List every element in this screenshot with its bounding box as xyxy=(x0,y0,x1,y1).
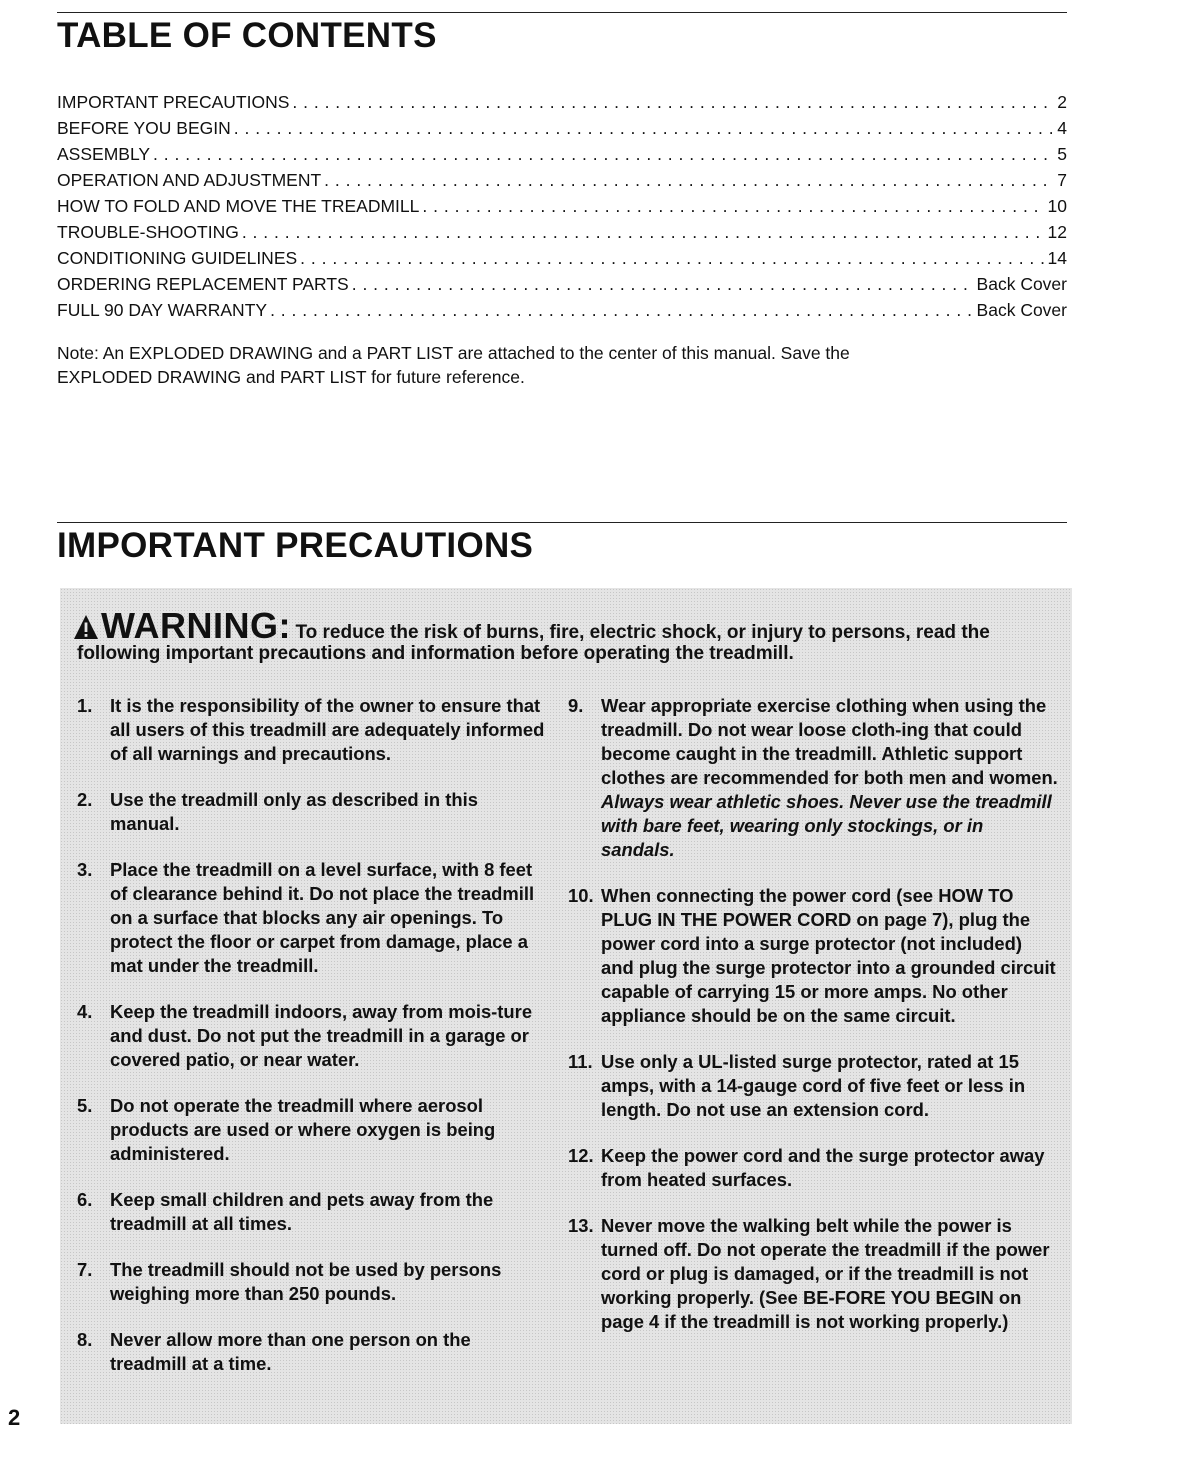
toc-entry[interactable] xyxy=(57,89,1067,115)
warning-triangle-icon xyxy=(73,614,99,640)
section-rule xyxy=(57,522,1067,523)
toc-entry-title: FULL 90 DAY WARRANTY xyxy=(57,300,268,320)
precaution-item xyxy=(77,788,547,836)
precaution-number: 7. xyxy=(77,1259,93,1280)
precaution-number: 10. xyxy=(568,885,594,906)
warning-intro-continued: following important precautions and information before operating the treadmill. xyxy=(77,643,794,664)
precaution-number: 1. xyxy=(77,695,93,716)
toc-entry-page: 2 xyxy=(1057,92,1067,112)
top-rule xyxy=(57,12,1067,13)
toc-dot-leader xyxy=(300,245,1044,271)
toc-entry-title: ORDERING REPLACEMENT PARTS xyxy=(57,274,349,294)
toc-entry[interactable] xyxy=(57,193,1067,219)
precaution-number: 6. xyxy=(77,1189,93,1210)
precaution-text-plain: Wear appropriate exercise clothing when using the treadmill. Do not wear loose cloth-ing that could become caught in the treadmill. Athletic support clothes are recommended for both men and women. xyxy=(601,695,1058,788)
toc-entry-title: TROUBLE-SHOOTING xyxy=(57,222,239,242)
toc-entry[interactable] xyxy=(57,271,1067,297)
toc-dot-leader xyxy=(242,219,1045,245)
toc-entry-page: 14 xyxy=(1047,248,1067,268)
precaution-text: Keep the treadmill indoors, away from mois-ture and dust. Do not put the treadmill in a garage or covered patio, or near water. xyxy=(110,1001,533,1070)
toc-entry-title: OPERATION AND ADJUSTMENT xyxy=(57,170,322,190)
precaution-item xyxy=(77,1188,547,1236)
precaution-item xyxy=(77,1094,547,1166)
page-number: 2 xyxy=(8,1405,21,1430)
toc-note-line: EXPLODED DRAWING and PART LIST for future reference. xyxy=(57,367,525,387)
precaution-number: 4. xyxy=(77,1001,93,1022)
precaution-item xyxy=(77,1328,547,1376)
toc-entry-page: 7 xyxy=(1057,170,1067,190)
precautions-right-column xyxy=(568,694,1058,1334)
precaution-text-emphasis: Always wear athletic shoes. Never use the treadmill with bare feet, wearing only stockings, or in sandals. xyxy=(601,791,1052,860)
toc-entry-page: 5 xyxy=(1057,144,1067,164)
precaution-text: Keep the power cord and the surge protector away from heated surfaces. xyxy=(601,1145,1045,1190)
toc-entry[interactable] xyxy=(57,297,1067,323)
precaution-text: Place the treadmill on a level surface, with 8 feet of clearance behind it. Do not place the treadmill on a surface that blocks any air openings. To protect the floor or carpet from damage, place a mat under the treadmill. xyxy=(110,859,535,976)
toc-entry-title: BEFORE YOU BEGIN xyxy=(57,118,231,138)
toc-entry-page: 10 xyxy=(1047,196,1067,216)
toc-entry-title: IMPORTANT PRECAUTIONS xyxy=(57,92,290,112)
precaution-item xyxy=(77,858,547,978)
precaution-text: When connecting the power cord (see HOW TO PLUG IN THE POWER CORD on page 7), plug the power cord into a surge protector (not included) and plug the surge protector into a grounded circuit capable of carrying 15 or more amps. No other appliance should be on the same circuit. xyxy=(601,885,1056,1026)
toc-list xyxy=(57,89,1067,323)
precaution-item xyxy=(77,1000,547,1072)
toc-entry[interactable] xyxy=(57,167,1067,193)
precaution-item xyxy=(568,694,1058,862)
precaution-number: 11. xyxy=(568,1051,593,1072)
toc-entry[interactable] xyxy=(57,219,1067,245)
precaution-number: 3. xyxy=(77,859,93,880)
precaution-number: 5. xyxy=(77,1095,93,1116)
precaution-number: 13. xyxy=(568,1215,594,1236)
warning-header xyxy=(73,605,990,647)
warning-intro: To reduce the risk of burns, fire, electric shock, or injury to persons, read the xyxy=(295,622,990,643)
precautions-heading: IMPORTANT PRECAUTIONS xyxy=(57,526,534,565)
toc-dot-leader xyxy=(153,141,1054,167)
toc-entry-page: 4 xyxy=(1057,118,1067,138)
precaution-text: Never allow more than one person on the treadmill at a time. xyxy=(110,1329,471,1374)
precaution-item xyxy=(77,694,547,766)
toc-dot-leader xyxy=(270,297,973,323)
toc-entry-page: 12 xyxy=(1047,222,1067,242)
toc-dot-leader xyxy=(352,271,974,297)
precaution-number: 9. xyxy=(568,695,584,716)
toc-dot-leader xyxy=(422,193,1044,219)
precaution-item xyxy=(568,1144,1058,1192)
toc-entry[interactable] xyxy=(57,245,1067,271)
toc-note xyxy=(57,341,1017,389)
precaution-number: 12. xyxy=(568,1145,594,1166)
precaution-text: It is the responsibility of the owner to ensure that all users of this treadmill are adequately informed of all warnings and precautions. xyxy=(110,695,545,764)
toc-entry-page: Back Cover xyxy=(976,300,1067,320)
precautions-left-column xyxy=(77,694,547,1376)
toc-entry[interactable] xyxy=(57,115,1067,141)
toc-entry[interactable] xyxy=(57,141,1067,167)
precaution-item xyxy=(568,884,1058,1028)
toc-entry-title: ASSEMBLY xyxy=(57,144,151,164)
precaution-text: Use the treadmill only as described in this manual. xyxy=(110,789,478,834)
precaution-text xyxy=(601,694,1058,862)
precaution-number: 8. xyxy=(77,1329,93,1350)
toc-entry-page: Back Cover xyxy=(976,274,1067,294)
toc-dot-leader xyxy=(234,115,1055,141)
toc-dot-leader xyxy=(292,89,1054,115)
precaution-text: The treadmill should not be used by persons weighing more than 250 pounds. xyxy=(110,1259,502,1304)
precaution-text: Use only a UL-listed surge protector, rated at 15 amps, with a 14-gauge cord of five feet or less in length. Do not use an extension cord. xyxy=(601,1051,1026,1120)
precaution-number: 2. xyxy=(77,789,93,810)
toc-entry-title: CONDITIONING GUIDELINES xyxy=(57,248,298,268)
precaution-text: Keep small children and pets away from the treadmill at all times. xyxy=(110,1189,494,1234)
precaution-text: Never move the walking belt while the power is turned off. Do not operate the treadmill if the power cord or plug is damaged, or if the treadmill is not working properly. (See BE-FORE YOU BEGIN on page 4 if the treadmill is not working properly.) xyxy=(601,1215,1050,1332)
toc-entry-title: HOW TO FOLD AND MOVE THE TREADMILL xyxy=(57,196,420,216)
precaution-item xyxy=(77,1258,547,1306)
toc-note-line: Note: An EXPLODED DRAWING and a PART LIST are attached to the center of this manual. Save the xyxy=(57,343,850,363)
toc-heading: TABLE OF CONTENTS xyxy=(57,16,437,55)
toc-dot-leader xyxy=(324,167,1054,193)
precaution-item xyxy=(568,1214,1058,1334)
warning-word: WARNING: xyxy=(101,605,291,646)
precaution-item xyxy=(568,1050,1058,1122)
precaution-text: Do not operate the treadmill where aerosol products are used or where oxygen is being administered. xyxy=(110,1095,496,1164)
